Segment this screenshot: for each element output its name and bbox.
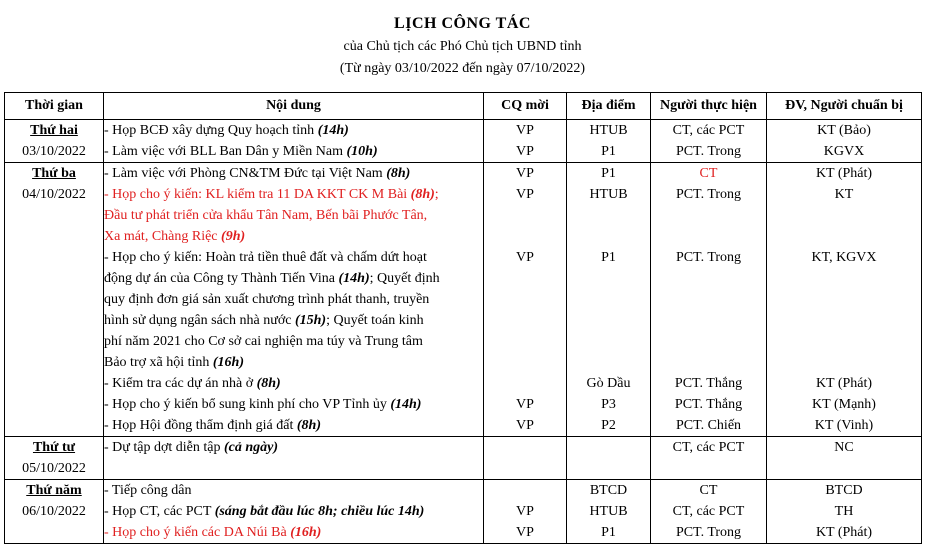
col-header-inviter: CQ mời bbox=[484, 93, 567, 120]
task-line bbox=[104, 310, 483, 331]
preparer-value: KT (Vinh) bbox=[814, 418, 874, 433]
task-line bbox=[104, 352, 483, 373]
location-value bbox=[567, 437, 650, 458]
preparer-value: KT (Bảo) bbox=[817, 123, 871, 138]
day-cell bbox=[5, 163, 104, 437]
task-text: - Dự tập dợt diễn tập bbox=[104, 440, 224, 455]
day-name: Thứ hai bbox=[30, 123, 78, 138]
location-cell bbox=[567, 480, 651, 544]
preparer-value: TH bbox=[834, 504, 854, 519]
task-line bbox=[104, 289, 483, 310]
inviter-value: VP bbox=[516, 525, 534, 540]
preparer-cell bbox=[767, 437, 922, 480]
day-row bbox=[5, 120, 922, 163]
day-row bbox=[5, 480, 922, 544]
spacer bbox=[484, 226, 566, 247]
content-cell bbox=[104, 120, 484, 163]
spacer bbox=[767, 226, 921, 247]
location-value: HTUB bbox=[589, 187, 628, 202]
spacer bbox=[651, 226, 766, 247]
spacer bbox=[767, 310, 921, 331]
task-text-cont: ; Quyết toán kinh bbox=[326, 313, 424, 328]
preparer-value: KT (Phát) bbox=[815, 525, 873, 540]
spacer bbox=[767, 331, 921, 352]
task-text: - Họp BCĐ xây dựng Quy hoạch tỉnh bbox=[104, 123, 318, 138]
executor-cell bbox=[651, 120, 767, 163]
task-text: phí năm 2021 cho Cơ sở cai nghiện ma túy và Trung tâm bbox=[104, 334, 423, 349]
task-time: (14h) bbox=[390, 397, 422, 412]
spacer bbox=[767, 352, 921, 373]
task-line bbox=[104, 331, 483, 352]
task-text: - Làm việc với Phòng CN&TM Đức tại Việt Nam bbox=[104, 166, 387, 181]
task-line bbox=[104, 268, 483, 289]
schedule-body bbox=[5, 120, 922, 544]
spacer bbox=[484, 268, 566, 289]
task-text: - Kiểm tra các dự án nhà ở bbox=[104, 376, 257, 391]
day-name: Thứ năm bbox=[26, 483, 82, 498]
task-time: (8h) bbox=[410, 187, 435, 202]
executor-value: CT, các PCT bbox=[672, 440, 745, 455]
preparer-cell bbox=[767, 120, 922, 163]
task-text: hình sử dụng ngân sách nhà nước bbox=[104, 313, 295, 328]
location-value: P1 bbox=[601, 166, 616, 181]
spacer bbox=[651, 352, 766, 373]
spacer bbox=[567, 289, 650, 310]
preparer-cell bbox=[767, 480, 922, 544]
day-cell bbox=[5, 437, 104, 480]
task-line bbox=[104, 501, 483, 522]
content-cell bbox=[104, 437, 484, 480]
executor-value: PCT. Thắng bbox=[674, 376, 743, 391]
location-value: BTCD bbox=[589, 483, 628, 498]
task-time: (8h) bbox=[386, 166, 411, 181]
document-subtitle: của Chủ tịch các Phó Chủ tịch UBND tỉnh bbox=[343, 39, 582, 54]
day-name: Thứ ba bbox=[32, 166, 76, 181]
day-name: Thứ tư bbox=[32, 440, 76, 455]
preparer-value: NC bbox=[834, 440, 854, 455]
task-line bbox=[104, 184, 483, 205]
task-line bbox=[104, 247, 483, 268]
task-time: (10h) bbox=[346, 144, 378, 159]
spacer bbox=[567, 268, 650, 289]
preparer-value: KT (Phát) bbox=[815, 376, 873, 391]
inviter-value bbox=[484, 480, 566, 501]
executor-value: CT bbox=[699, 166, 718, 181]
col-header-time: Thời gian bbox=[5, 93, 104, 120]
spacer bbox=[484, 352, 566, 373]
task-time: (8h) bbox=[296, 418, 321, 433]
task-line bbox=[104, 205, 483, 226]
task-line bbox=[104, 120, 483, 141]
executor-cell bbox=[651, 437, 767, 480]
task-text: quy định đơn giá sản xuất chương trình phát thanh, truyền bbox=[104, 292, 430, 307]
task-text: Đầu tư phát triển cửa khẩu Tân Nam, Bến bãi Phước Tân, bbox=[104, 208, 428, 223]
location-value: P2 bbox=[601, 418, 616, 433]
spacer bbox=[484, 289, 566, 310]
day-row bbox=[5, 437, 922, 480]
inviter-value: VP bbox=[516, 397, 534, 412]
date-range: (Từ ngày 03/10/2022 đến ngày 07/10/2022) bbox=[339, 61, 586, 76]
inviter-value: VP bbox=[516, 187, 534, 202]
task-time: (sáng bắt đầu lúc 8h; chiều lúc 14h) bbox=[214, 504, 425, 519]
preparer-value: BTCD bbox=[825, 483, 863, 498]
day-date: 05/10/2022 bbox=[22, 461, 86, 476]
day-date: 06/10/2022 bbox=[22, 504, 86, 519]
spacer bbox=[484, 331, 566, 352]
day-row bbox=[5, 163, 922, 437]
inviter-value: VP bbox=[516, 504, 534, 519]
header-row bbox=[5, 93, 922, 120]
col-header-executor: Người thực hiện bbox=[651, 93, 767, 120]
task-time: (8h) bbox=[256, 376, 281, 391]
inviter-cell bbox=[484, 437, 567, 480]
inviter-value: VP bbox=[516, 250, 534, 265]
executor-value: CT, các PCT bbox=[672, 123, 745, 138]
executor-cell bbox=[651, 163, 767, 437]
task-line bbox=[104, 394, 483, 415]
preparer-value: KGVX bbox=[823, 144, 865, 159]
inviter-value: VP bbox=[516, 123, 534, 138]
spacer bbox=[567, 205, 650, 226]
task-text: - Tiếp công dân bbox=[104, 483, 192, 498]
task-text: - Họp cho ý kiến: Hoàn trả tiền thuê đất và chấm dứt hoạt bbox=[104, 250, 427, 265]
task-text: - Làm việc với BLL Ban Dân y Miền Nam bbox=[104, 144, 347, 159]
document-title: LỊCH CÔNG TÁC bbox=[394, 15, 531, 32]
task-time: (14h) bbox=[317, 123, 349, 138]
spacer bbox=[484, 205, 566, 226]
spacer bbox=[567, 331, 650, 352]
task-line bbox=[104, 163, 483, 184]
schedule-table bbox=[4, 92, 922, 544]
inviter-value: VP bbox=[516, 144, 534, 159]
task-line bbox=[104, 415, 483, 436]
task-text: - Họp cho ý kiến: KL kiểm tra 11 DA KKT CK M Bài bbox=[104, 187, 411, 202]
task-text: động dự án của Công ty Thành Tiến Vina bbox=[104, 271, 339, 286]
task-line bbox=[104, 437, 483, 458]
inviter-value: VP bbox=[516, 418, 534, 433]
col-header-content: Nội dung bbox=[104, 93, 484, 120]
inviter-value bbox=[484, 373, 566, 394]
spacer bbox=[567, 352, 650, 373]
inviter-value: VP bbox=[516, 166, 534, 181]
executor-value: PCT. Chiến bbox=[675, 418, 742, 433]
spacer bbox=[567, 226, 650, 247]
location-value: P1 bbox=[601, 144, 616, 159]
col-header-location: Địa điểm bbox=[567, 93, 651, 120]
task-time: (16h) bbox=[212, 355, 245, 370]
spacer bbox=[651, 205, 766, 226]
spacer bbox=[767, 205, 921, 226]
location-cell bbox=[567, 163, 651, 437]
task-time: (15h) bbox=[294, 313, 327, 328]
inviter-value bbox=[484, 437, 566, 458]
task-text-cont: ; bbox=[434, 187, 439, 202]
day-date: 04/10/2022 bbox=[22, 187, 86, 202]
day-cell bbox=[5, 120, 104, 163]
executor-value: PCT. Trong bbox=[675, 250, 742, 265]
location-cell bbox=[567, 120, 651, 163]
executor-value: CT bbox=[699, 483, 718, 498]
spacer bbox=[767, 268, 921, 289]
executor-cell bbox=[651, 480, 767, 544]
spacer bbox=[651, 289, 766, 310]
task-time: (16h) bbox=[290, 525, 322, 540]
task-text: Xa mát, Chàng Riệc bbox=[104, 229, 222, 244]
executor-value: PCT. Trong bbox=[675, 525, 742, 540]
location-value: Gò Dầu bbox=[586, 376, 631, 391]
spacer bbox=[567, 310, 650, 331]
spacer bbox=[484, 310, 566, 331]
spacer bbox=[651, 331, 766, 352]
preparer-value: KT (Mạnh) bbox=[812, 397, 876, 412]
executor-value: CT, các PCT bbox=[672, 504, 745, 519]
task-text: - Họp CT, các PCT bbox=[104, 504, 215, 519]
content-cell bbox=[104, 480, 484, 544]
preparer-cell bbox=[767, 163, 922, 437]
inviter-cell bbox=[484, 163, 567, 437]
executor-value: PCT. Trong bbox=[675, 144, 742, 159]
task-text: - Họp cho ý kiến bổ sung kinh phí cho VP Tỉnh ủy bbox=[104, 397, 391, 412]
location-value: P1 bbox=[601, 525, 616, 540]
location-value: P3 bbox=[601, 397, 616, 412]
col-header-preparer: ĐV, Người chuẩn bị bbox=[767, 93, 922, 120]
preparer-value: KT, KGVX bbox=[811, 250, 877, 265]
preparer-value: KT (Phát) bbox=[815, 166, 873, 181]
task-line bbox=[104, 226, 483, 247]
task-time: (14h) bbox=[338, 271, 370, 286]
task-line bbox=[104, 141, 483, 162]
task-text: - Họp Hội đồng thẩm định giá đất bbox=[104, 418, 297, 433]
task-text: Bảo trợ xã hội tỉnh bbox=[104, 355, 213, 370]
location-value: HTUB bbox=[589, 504, 628, 519]
task-text-cont: ; Quyết định bbox=[369, 271, 440, 286]
task-line bbox=[104, 522, 483, 543]
spacer bbox=[651, 268, 766, 289]
day-cell bbox=[5, 480, 104, 544]
executor-value: PCT. Trong bbox=[675, 187, 742, 202]
spacer bbox=[767, 289, 921, 310]
executor-value: PCT. Thắng bbox=[674, 397, 743, 412]
inviter-cell bbox=[484, 480, 567, 544]
location-value: P1 bbox=[601, 250, 616, 265]
task-time: (9h) bbox=[221, 229, 246, 244]
location-value: HTUB bbox=[589, 123, 628, 138]
day-date: 03/10/2022 bbox=[22, 144, 86, 159]
preparer-value: KT bbox=[834, 187, 854, 202]
inviter-cell bbox=[484, 120, 567, 163]
content-cell bbox=[104, 163, 484, 437]
spacer bbox=[651, 310, 766, 331]
task-line bbox=[104, 480, 483, 501]
task-text: - Họp cho ý kiến các DA Núi Bà bbox=[104, 525, 291, 540]
location-cell bbox=[567, 437, 651, 480]
document-header bbox=[0, 14, 925, 78]
task-line bbox=[104, 373, 483, 394]
task-time: (cả ngày) bbox=[223, 440, 279, 455]
